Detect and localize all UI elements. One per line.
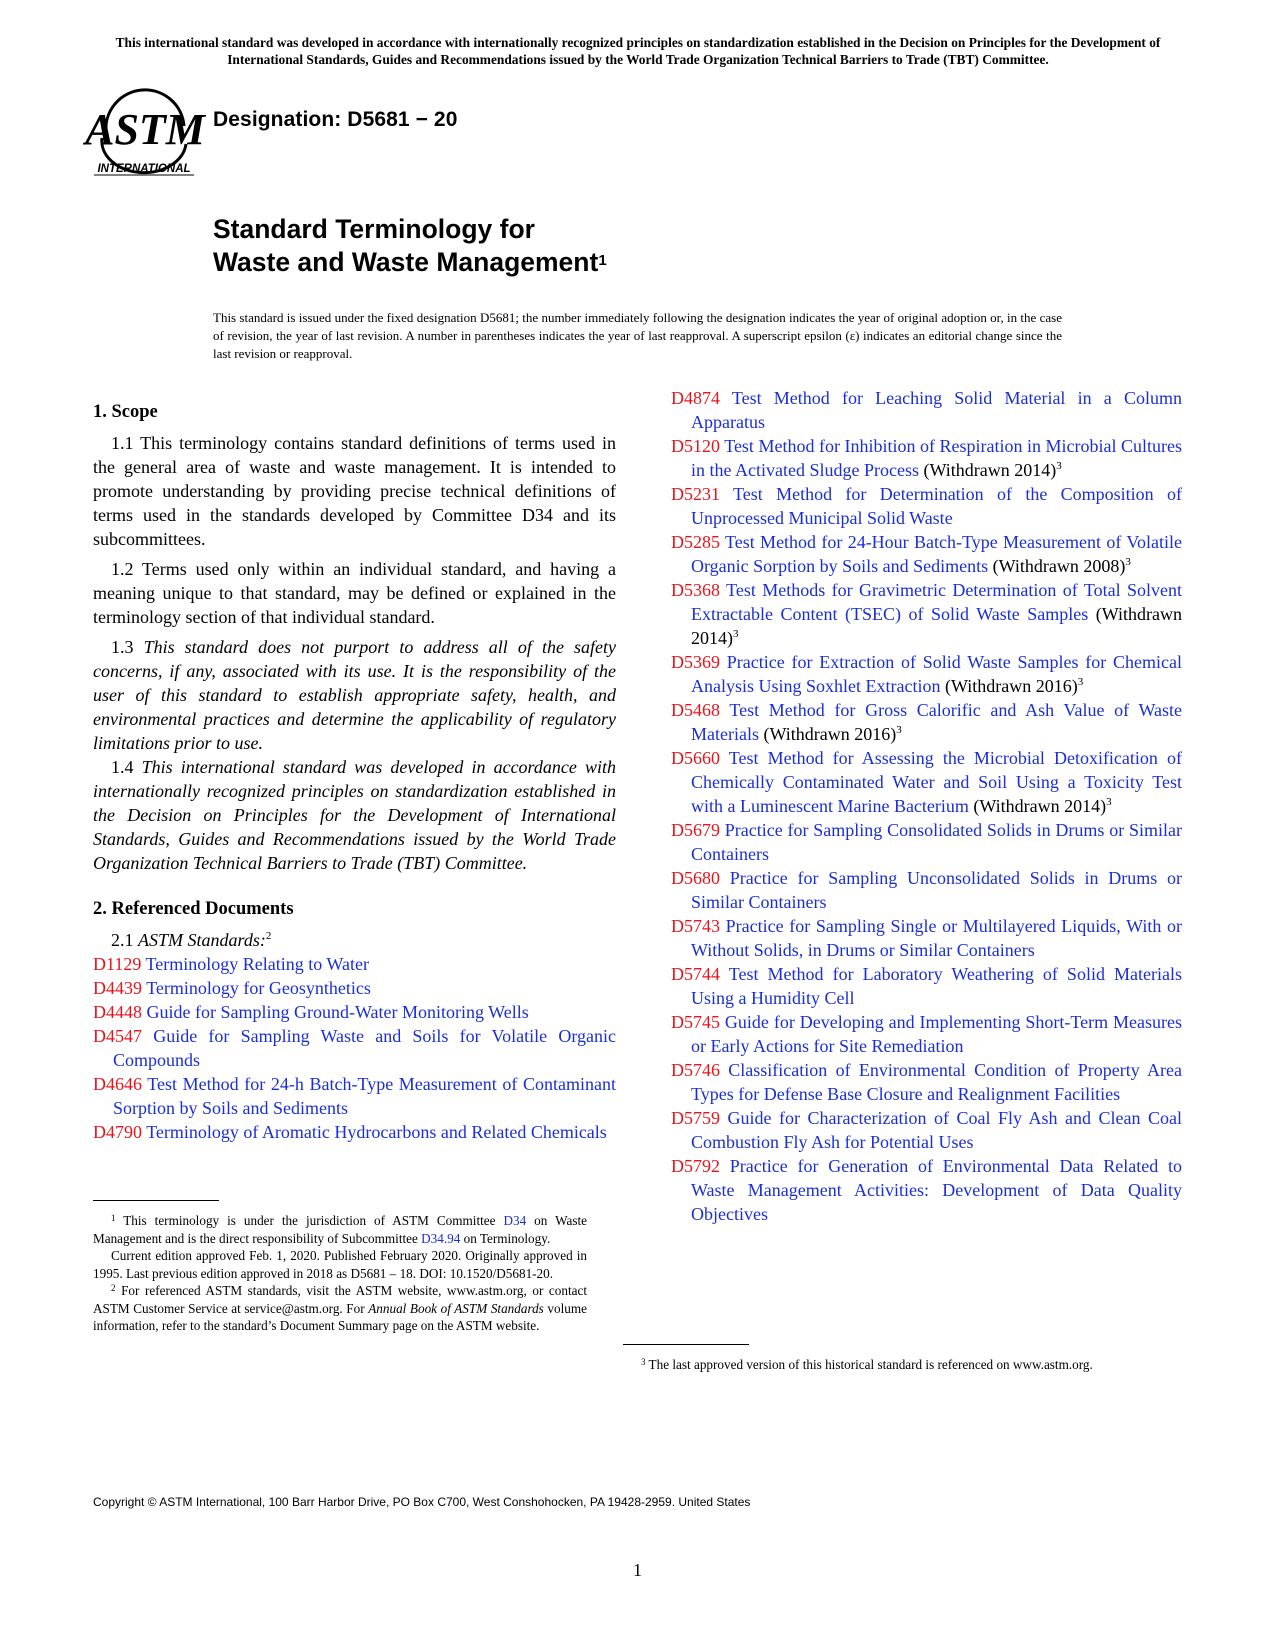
withdrawn-note: (Withdrawn 2016) [944, 676, 1078, 696]
withdrawn-note: (Withdrawn 2014) [973, 796, 1107, 816]
scope-para-1-3: 1.3 This standard does not purport to address all of the safety concerns, if any, associated with its use. It is the responsibility of the user of this standard to establish appropriate safety, health, and environmental practices and determine the applicability of regulatory limitations prior to use. [93, 637, 616, 753]
reference-item-d5468 [671, 698, 1182, 746]
reference-code-link[interactable]: D5679 [671, 820, 720, 840]
title-line-1: Standard Terminology for [213, 214, 535, 244]
reference-title-link[interactable]: Practice for Sampling Unconsolidated Solids in Drums or Similar Containers [691, 868, 1182, 912]
reference-code-link[interactable]: D5680 [671, 868, 720, 888]
reference-code-link[interactable]: D1129 [93, 954, 142, 974]
svg-text:ASTM: ASTM [85, 105, 205, 154]
reference-title-link[interactable]: Test Method for Assessing the Microbial Detoxification of Chemically Contaminated Water and Soil Using a Toxicity Test with a Luminescent Marine Bacterium [691, 748, 1182, 816]
footnote-3: $^3$ The last approved version of this historical standard is referenced on www.astm.org. [641, 1357, 1093, 1372]
reference-code-link[interactable]: D5120 [671, 436, 720, 456]
reference-code-link[interactable]: D4646 [93, 1074, 142, 1094]
document-title [213, 213, 607, 279]
committee-d34-link[interactable]: D34 [503, 1213, 527, 1228]
reference-title-link[interactable]: Test Method for 24-Hour Batch-Type Measurement of Volatile Organic Sorption by Soils and Sediments [691, 532, 1182, 576]
reference-item-d4439 [93, 976, 616, 1000]
reference-item-d5285 [671, 530, 1182, 578]
scope-para-1-1: 1.1 This terminology contains standard definitions of terms used in the general area of waste and waste management. It is intended to promote understanding by providing precise technical definitions of terms used in the standards developed by Committee D34 and its subcommittees. [93, 433, 616, 549]
reference-item-d4790 [93, 1120, 616, 1144]
reference-item-d5679 [671, 818, 1182, 866]
astm-international-logo [85, 86, 205, 176]
reference-item-d4874 [671, 386, 1182, 434]
footnote-mark: 3 [1125, 556, 1131, 568]
issuance-statement: This standard is issued under the fixed designation D5681; the number immediately following the designation indicates the year of original adoption or, in the case of revision, the year of last revision. A number in parentheses indicates the year of last reapproval. A superscript epsilon (ε) indicates an editorial change since the last revision or reapproval. [213, 310, 1062, 361]
reference-title-link[interactable]: Guide for Sampling Waste and Soils for Volatile Organic Compounds [113, 1026, 616, 1070]
footnote-mark: 3 [896, 724, 902, 736]
reference-title-link[interactable]: Terminology for Geosynthetics [146, 978, 371, 998]
footnote-mark: 3 [1056, 460, 1062, 472]
reference-code-link[interactable]: D5285 [671, 532, 720, 552]
title-footnote-mark: 1 [598, 252, 607, 269]
reference-title-link[interactable]: Guide for Characterization of Coal Fly Ash and Clean Coal Combustion Fly Ash for Potential Uses [691, 1108, 1182, 1152]
reference-item-d4547 [93, 1024, 616, 1072]
reference-title-link[interactable]: Guide for Sampling Ground-Water Monitoring Wells [146, 1002, 529, 1022]
reference-title-link[interactable]: Practice for Extraction of Solid Waste Samples for Chemical Analysis Using Soxhlet Extraction [691, 652, 1182, 696]
reference-title-link[interactable]: Test Method for Inhibition of Respiration in Microbial Cultures in the Activated Sludge Process [691, 436, 1182, 480]
reference-code-link[interactable]: D4874 [671, 388, 720, 408]
reference-title-link[interactable]: Test Method for 24-h Batch-Type Measurement of Contaminant Sorption by Soils and Sediments [113, 1074, 616, 1118]
reference-item-d5680 [671, 866, 1182, 914]
reference-code-link[interactable]: D5745 [671, 1012, 720, 1032]
reference-item-d4448 [93, 1000, 616, 1024]
reference-title-link[interactable]: Test Method for Determination of the Composition of Unprocessed Municipal Solid Waste [691, 484, 1182, 528]
subcommittee-d3494-link[interactable]: D34.94 [421, 1230, 461, 1246]
scope-para-1-4: 1.4 This international standard was developed in accordance with internationally recognized principles on standardization established in the Decision on Principles for the Development of International Standards, Guides and Recommendations issued by the World Trade Organization Technical Barriers to Trade (TBT) Committee. [93, 757, 616, 873]
referenced-documents-heading: 2. Referenced Documents [93, 899, 294, 919]
footnote-rule-left [93, 1200, 219, 1201]
reference-item-d5369 [671, 650, 1182, 698]
reference-item-d5660 [671, 746, 1182, 818]
standardization-notice: This international standard was developed in accordance with internationally recognized principles on standardization established in the Decision on Principles for the Development of International Standards, Guides and Recommendations issued by the World Trade Organization Technical Barriers to Trade (TBT) Committee. [115, 35, 1161, 67]
reference-item-d5792 [671, 1154, 1182, 1226]
withdrawn-note: (Withdrawn 2014) [923, 460, 1057, 480]
reference-item-d5745 [671, 1010, 1182, 1058]
reference-item-d5746 [671, 1058, 1182, 1106]
reference-code-link[interactable]: D5746 [671, 1060, 720, 1080]
reference-title-link[interactable]: Terminology of Aromatic Hydrocarbons and Related Chemicals [146, 1122, 607, 1142]
footnote-mark: 3 [1106, 796, 1112, 808]
reference-title-link[interactable]: Test Methods for Gravimetric Determination of Total Solvent Extractable Content (TSEC) of Solid Waste Samples [691, 580, 1182, 624]
reference-title-link[interactable]: Practice for Sampling Single or Multilayered Liquids, With or Without Solids, in Drums or Similar Containers [691, 916, 1182, 960]
reference-code-link[interactable]: D5744 [671, 964, 720, 984]
footnote-1: $^1$ This terminology is under the jurisdiction of ASTM Committee D34 on Waste Management and is the direct responsibility of Subcommittee D34.94 on Terminology. [93, 1213, 587, 1246]
withdrawn-note: (Withdrawn 2008) [992, 556, 1126, 576]
reference-code-link[interactable]: D5792 [671, 1156, 720, 1176]
reference-code-link[interactable]: D5660 [671, 748, 720, 768]
reference-code-link[interactable]: D5468 [671, 700, 720, 720]
reference-item-d1129 [93, 952, 616, 976]
withdrawn-note: (Withdrawn 2014) [691, 604, 1182, 648]
designation: Designation: D5681 − 20 [213, 108, 458, 131]
reference-title-link[interactable]: Terminology Relating to Water [145, 954, 369, 974]
withdrawn-note: (Withdrawn 2016) [763, 724, 897, 744]
reference-item-d4646 [93, 1072, 616, 1120]
reference-code-link[interactable]: D4790 [93, 1122, 142, 1142]
reference-title-link[interactable]: Guide for Developing and Implementing Short-Term Measures or Early Actions for Site Remediation [691, 1012, 1183, 1056]
reference-title-link[interactable]: Test Method for Leaching Solid Material in a Column Apparatus [691, 388, 1182, 432]
page-number: 1 [633, 1560, 642, 1580]
right-reference-list [671, 386, 1182, 1226]
reference-title-link[interactable]: Practice for Generation of Environmental Data Related to Waste Management Activities: Development of Data Quality Objectives [691, 1156, 1183, 1224]
reference-item-d5368 [671, 578, 1182, 650]
reference-code-link[interactable]: D4439 [93, 978, 142, 998]
reference-code-link[interactable]: D4547 [93, 1026, 142, 1046]
left-reference-list [93, 952, 616, 1144]
reference-code-link[interactable]: D5368 [671, 580, 720, 600]
reference-code-link[interactable]: D4448 [93, 1002, 142, 1022]
reference-item-d5759 [671, 1106, 1182, 1154]
astm-standards-subheading: 2.1 ASTM Standards:$^2$ [111, 930, 272, 950]
reference-title-link[interactable]: Test Method for Laboratory Weathering of Solid Materials Using a Humidity Cell [691, 964, 1182, 1008]
reference-code-link[interactable]: D5759 [671, 1108, 720, 1128]
footnote-rule-right [623, 1344, 749, 1345]
footnotes-left [93, 1212, 587, 1335]
reference-title-link[interactable]: Practice for Sampling Consolidated Solids in Drums or Similar Containers [691, 820, 1182, 864]
footnote-1-edition: Current edition approved Feb. 1, 2020. Published February 2020. Originally approved in 1995. Last previous edition approved in 2018 as D5681 – 18. DOI: 10.1520/D5681-20. [93, 1248, 587, 1281]
footnote-mark: 3 [733, 628, 739, 640]
footnote-2: $^2$ For referenced ASTM standards, visit the ASTM website, www.astm.org, or contact ASTM Customer Service at service@astm.org. For Annual Book of ASTM Standards volume information, refer to the standard’s Document Summary page on the ASTM website. [93, 1283, 587, 1333]
reference-code-link[interactable]: D5743 [671, 916, 720, 936]
footnote-mark: 3 [1077, 676, 1084, 688]
scope-heading: 1. Scope [93, 402, 158, 422]
reference-item-d5744 [671, 962, 1182, 1010]
scope-para-1-2: 1.2 Terms used only within an individual standard, and having a meaning unique to that standard, may be defined or explained in the terminology section of that individual standard. [93, 559, 616, 627]
reference-title-link[interactable]: Test Method for Gross Calorific and Ash Value of Waste Materials [691, 700, 1182, 744]
footnotes-right [623, 1356, 1121, 1374]
svg-text:INTERNATIONAL: INTERNATIONAL [97, 163, 191, 175]
reference-code-link[interactable]: D5231 [671, 484, 720, 504]
reference-item-d5120 [671, 434, 1182, 482]
reference-item-d5743 [671, 914, 1182, 962]
reference-title-link[interactable]: Classification of Environmental Condition of Property Area Types for Defense Base Closure and Realignment Facilities [691, 1060, 1182, 1104]
copyright-line: Copyright © ASTM International, 100 Barr Harbor Drive, PO Box C700, West Conshohocken, PA 19428-2959. United States [93, 1495, 751, 1509]
title-line-2: Waste and Waste Management [213, 247, 599, 277]
reference-item-d5231 [671, 482, 1182, 530]
reference-code-link[interactable]: D5369 [671, 652, 720, 672]
